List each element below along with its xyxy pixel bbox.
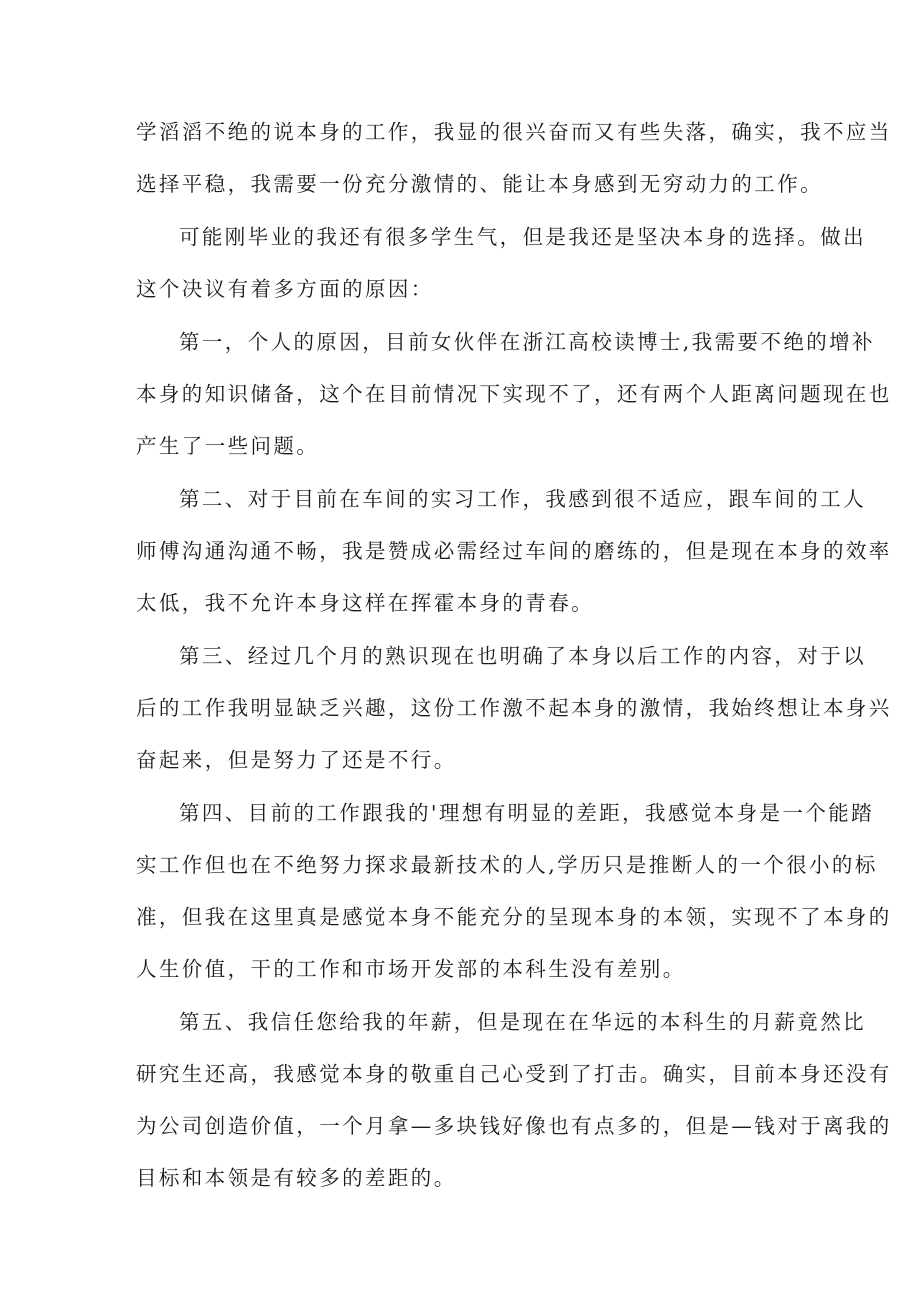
paragraph-line: 选择平稳，我需要一份充分激情的、能让本身感到无穷动力的工作。 [136,172,823,196]
paragraph-4 [136,473,892,629]
paragraph-5 [136,630,892,786]
paragraph-2 [136,211,866,315]
paragraph-line: 本身的知识储备，这个在目前情况下实现不了，还有两个人距离问题现在也 [136,382,892,406]
paragraph-line: 奋起来，但是努力了还是不行。 [136,748,457,772]
paragraph-line: 产生了一些问题。 [136,434,320,458]
paragraph-line: 第四、目前的工作跟我的'理想有明显的差距，我感觉本身是一个能踏 [179,801,875,825]
paragraph-line: 实工作但也在不绝努力探求最新技术的人,学历只是推断人的一个很小的标 [136,853,878,877]
paragraph-line: 第五、我信任您给我的年薪，但是现在在华远的本科生的月薪竟然比 [179,1010,866,1034]
paragraph-1 [136,106,892,210]
paragraph-line: 人生价值，干的工作和市场开发部的本科生没有差别。 [136,957,686,981]
paragraph-line: 第三、经过几个月的熟识现在也明确了本身以后工作的内容，对于以 [179,644,866,668]
paragraph-line: 为公司创造价值，一个月拿—多块钱好像也有点多的，但是—钱对于离我的 [136,1114,892,1138]
paragraph-6 [136,787,892,995]
paragraph-line: 第一，个人的原因，目前女伙伴在浙江高校读博士,我需要不绝的增补 [179,330,875,354]
paragraph-line: 准，但我在这里真是感觉本身不能充分的呈现本身的本领，实现不了本身的 [136,905,892,929]
paragraph-line: 研究生还高，我感觉本身的敬重自己心受到了打击。确实，目前本身还没有 [136,1062,892,1086]
paragraph-3 [136,316,892,472]
paragraph-line: 第二、对于目前在车间的实习工作，我感到很不适应，跟车间的工人 [179,487,866,511]
paragraph-line: 这个决议有着多方面的原因： [136,277,434,301]
paragraph-line: 后的工作我明显缺乏兴趣，这份工作激不起本身的激情，我始终想让本身兴 [136,696,892,720]
paragraph-line: 师傅沟通沟通不畅，我是赞成必需经过车间的磨练的，但是现在本身的效率 [136,539,892,563]
paragraph-line: 可能刚毕业的我还有很多学生气，但是我还是坚决本身的选择。做出 [179,225,866,249]
paragraph-7 [136,996,892,1204]
paragraph-line: 太低，我不允许本身这样在挥霍本身的青春。 [136,591,594,615]
paragraph-line: 学滔滔不绝的说本身的工作，我显的很兴奋而又有些失落，确实，我不应当 [136,120,892,144]
paragraph-line: 目标和本领是有较多的差距的。 [136,1166,457,1190]
